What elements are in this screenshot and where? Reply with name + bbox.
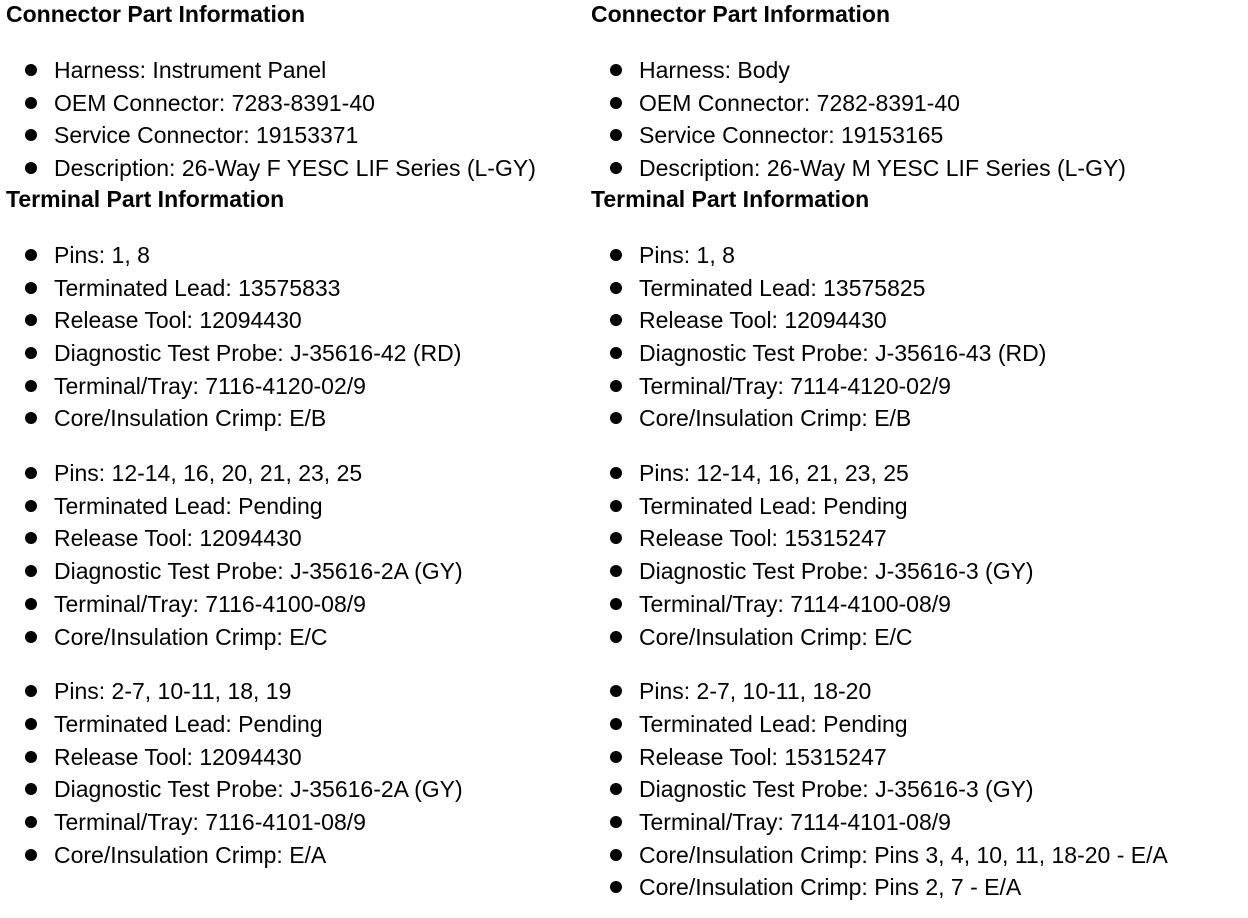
terminal-item: Terminated Lead: 13575833 xyxy=(6,272,591,305)
connector-item: Description: 26-Way M YESC LIF Series (L-GY) xyxy=(591,152,1241,185)
terminal-item: Terminal/Tray: 7116-4101-08/9 xyxy=(6,806,591,839)
connector-list-right xyxy=(591,54,1241,185)
connector-heading-left: Connector Part Information xyxy=(6,1,306,27)
terminal-item: Pins: 2-7, 10-11, 18-20 xyxy=(591,675,1241,708)
left-column xyxy=(6,0,591,871)
terminal-item: Terminated Lead: Pending xyxy=(591,490,1241,523)
terminal-item: Diagnostic Test Probe: J-35616-43 (RD) xyxy=(591,337,1241,370)
terminal-item: Core/Insulation Crimp: E/C xyxy=(6,621,591,654)
terminal-item: Core/Insulation Crimp: E/B xyxy=(6,402,591,435)
terminal-group-left-2 xyxy=(6,457,591,653)
terminal-item: Release Tool: 12094430 xyxy=(6,522,591,555)
terminal-item: Diagnostic Test Probe: J-35616-2A (GY) xyxy=(6,773,591,806)
terminal-group-right-3 xyxy=(591,675,1241,904)
terminal-group-left-1 xyxy=(6,239,591,435)
terminal-item: Pins: 12-14, 16, 21, 23, 25 xyxy=(591,457,1241,490)
connector-item: Description: 26-Way F YESC LIF Series (L-GY) xyxy=(6,152,591,185)
connector-heading-right: Connector Part Information xyxy=(591,1,891,27)
terminal-item: Terminated Lead: 13575825 xyxy=(591,272,1241,305)
terminal-item: Terminal/Tray: 7114-4100-08/9 xyxy=(591,588,1241,621)
terminal-item: Release Tool: 15315247 xyxy=(591,741,1241,774)
terminal-item: Core/Insulation Crimp: Pins 2, 7 - E/A xyxy=(591,871,1241,904)
connector-item: Service Connector: 19153165 xyxy=(591,119,1241,152)
terminal-item: Pins: 1, 8 xyxy=(591,239,1241,272)
connector-item: Service Connector: 19153371 xyxy=(6,119,591,152)
terminal-item: Diagnostic Test Probe: J-35616-3 (GY) xyxy=(591,773,1241,806)
terminal-group-right-1 xyxy=(591,239,1241,435)
terminal-item: Diagnostic Test Probe: J-35616-3 (GY) xyxy=(591,555,1241,588)
terminal-item: Pins: 2-7, 10-11, 18, 19 xyxy=(6,675,591,708)
terminal-group-left-3 xyxy=(6,675,591,871)
terminal-item: Release Tool: 15315247 xyxy=(591,522,1241,555)
connector-item: Harness: Body xyxy=(591,54,1241,87)
terminal-heading-left: Terminal Part Information xyxy=(6,185,285,212)
terminal-item: Core/Insulation Crimp: E/C xyxy=(591,621,1241,654)
terminal-item: Terminal/Tray: 7116-4120-02/9 xyxy=(6,370,591,403)
right-column xyxy=(591,0,1241,904)
connector-list-left xyxy=(6,54,591,185)
connector-item: OEM Connector: 7283-8391-40 xyxy=(6,87,591,120)
terminal-item: Terminal/Tray: 7114-4101-08/9 xyxy=(591,806,1241,839)
terminal-heading-right: Terminal Part Information xyxy=(591,185,870,212)
terminal-item: Terminal/Tray: 7116-4100-08/9 xyxy=(6,588,591,621)
terminal-item: Diagnostic Test Probe: J-35616-2A (GY) xyxy=(6,555,591,588)
connector-item: Harness: Instrument Panel xyxy=(6,54,591,87)
terminal-group-right-2 xyxy=(591,457,1241,653)
terminal-item: Release Tool: 12094430 xyxy=(591,304,1241,337)
terminal-item: Terminated Lead: Pending xyxy=(6,708,591,741)
terminal-item: Release Tool: 12094430 xyxy=(6,741,591,774)
terminal-item: Core/Insulation Crimp: E/A xyxy=(6,839,591,872)
terminal-item: Terminated Lead: Pending xyxy=(591,708,1241,741)
terminal-item: Pins: 1, 8 xyxy=(6,239,591,272)
terminal-item: Core/Insulation Crimp: Pins 3, 4, 10, 11, 18-20 - E/A xyxy=(591,839,1241,872)
terminal-item: Terminated Lead: Pending xyxy=(6,490,591,523)
terminal-item: Pins: 12-14, 16, 20, 21, 23, 25 xyxy=(6,457,591,490)
connector-item: OEM Connector: 7282-8391-40 xyxy=(591,87,1241,120)
terminal-item: Terminal/Tray: 7114-4120-02/9 xyxy=(591,370,1241,403)
terminal-item: Release Tool: 12094430 xyxy=(6,304,591,337)
terminal-item: Diagnostic Test Probe: J-35616-42 (RD) xyxy=(6,337,591,370)
terminal-item: Core/Insulation Crimp: E/B xyxy=(591,402,1241,435)
